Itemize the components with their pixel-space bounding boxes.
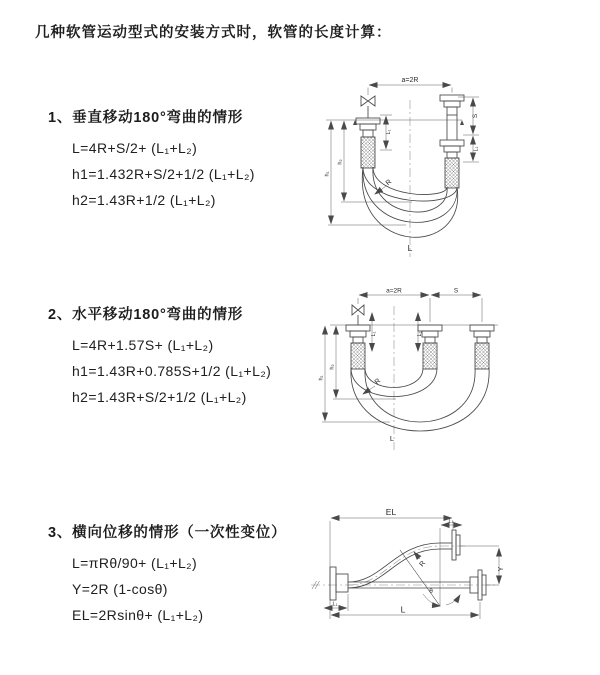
formula-line: L=πRθ/90+ (L₁+L₂) [72, 555, 198, 571]
formula-line: L=4R+1.57S+ (L₁+L₂) [72, 337, 214, 353]
dimension-lines [326, 85, 479, 225]
formula-line: h2=1.43R+S/2+1/2 (L₁+L₂) [72, 389, 247, 405]
dim-label-r: R [418, 559, 428, 569]
dimension-lines [322, 295, 498, 422]
valve-icon [352, 305, 364, 325]
dim-label-h2: h₂ [329, 364, 336, 370]
dim-label-a2r: a=2R [386, 287, 402, 295]
dim-label-r: R [373, 377, 383, 387]
section-2-formulas [48, 332, 271, 410]
dimension-lines [312, 518, 499, 619]
dim-label-l1-bottom: L₁ [332, 601, 338, 608]
section-1-heading: 1、垂直移动180°弯曲的情形 [48, 110, 244, 126]
section-1 [48, 106, 255, 213]
valve-icon [361, 96, 375, 118]
dim-label-h1: h₁ [324, 171, 331, 177]
formula-line: h1=1.432R+S/2+1/2 (L₁+L₂) [72, 166, 255, 182]
dim-label-s: S [472, 113, 479, 119]
dim-label-r: R [384, 178, 394, 188]
hose-curves [351, 368, 489, 431]
formula-line: h1=1.43R+0.785S+1/2 (L₁+L₂) [72, 363, 272, 379]
dim-label-l1b: L₁ [417, 331, 423, 337]
section-3-heading: 3、横向位移的情形（一次性变位） [48, 525, 287, 541]
dim-label-y: Y [498, 566, 505, 572]
section-1-formulas [48, 135, 255, 213]
right-pipe-flange [440, 95, 464, 188]
dim-label-l1: L₁ [386, 129, 392, 135]
dim-label-el: EL [385, 507, 397, 517]
dim-label-h1: h₁ [318, 375, 325, 381]
braid-section [361, 137, 375, 168]
formula-line: h2=1.43R+1/2 (L₁+L₂) [72, 192, 216, 208]
dim-label-h2: h₂ [337, 159, 344, 165]
diagram-vertical-180-bend [310, 70, 590, 260]
dim-label-theta: θ [429, 588, 433, 595]
centerline [311, 546, 495, 585]
section-3 [48, 521, 286, 628]
dim-label-a2r: a=2R [401, 77, 419, 84]
formula-line: Y=2R (1-cosθ) [72, 581, 168, 597]
dim-label-l1b: L₁ [473, 146, 480, 152]
diagram-lateral-displacement [303, 503, 508, 628]
dim-label-s: S [453, 287, 459, 295]
section-2 [48, 303, 271, 410]
left-pipe-flange [356, 118, 380, 168]
dim-label-l1a: L₁ [371, 331, 377, 337]
dim-label-l: L [407, 243, 413, 253]
page-title: 几种软管运动型式的安装方式时，软管的长度计算： [35, 25, 392, 41]
braid-section [445, 158, 459, 188]
dim-label-l: L [400, 604, 406, 615]
diagram-horizontal-180-bend [312, 282, 597, 457]
hose-curves [348, 543, 440, 588]
flanges-and-pipe [330, 530, 486, 606]
dim-label-l: L [389, 434, 395, 443]
formula-line: EL=2Rsinθ+ (L₁+L₂) [72, 607, 204, 623]
section-3-formulas [48, 550, 286, 628]
dim-label-l1-top: L₁ [448, 518, 454, 525]
section-2-heading: 2、水平移动180°弯曲的情形 [48, 307, 244, 323]
formula-line: L=4R+S/2+ (L₁+L₂) [72, 140, 198, 156]
